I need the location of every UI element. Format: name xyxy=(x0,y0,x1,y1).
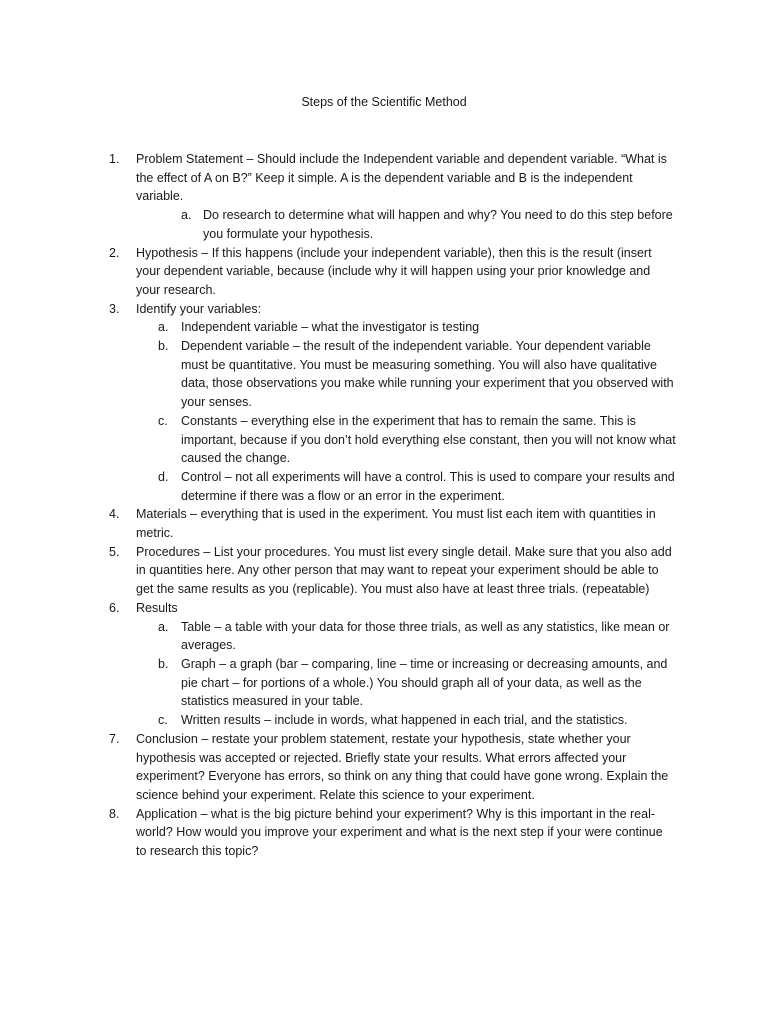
item-text: Problem Statement – Should include the Independent variable and dependent variable. “What is the effect of A on B?” Keep it simple. A is the dependent variable and B is the independent variable. xyxy=(136,152,667,204)
sub-item-letter: d. xyxy=(158,469,169,484)
item-number: 5. xyxy=(109,544,120,559)
sub-item-text: Graph – a graph (bar – comparing, line – time or increasing or decreasing amounts, and pie chart – for portions of a whole.) You should graph all of your data, as well as the statistics measured in your table. xyxy=(181,656,668,709)
item-number: 3. xyxy=(109,301,120,316)
sub-item xyxy=(181,206,676,243)
item-text: Conclusion – restate your problem statement, restate your hypothesis, state whether your hypothesis was accepted or rejected. Briefly state your results. What errors affected your experiment? Everyone has errors, so think on any thing that could have gone wrong. Explain the science behind your experiment. Relate this science to your experiment. xyxy=(136,731,669,802)
item-text: Procedures – List your procedures. You must list every single detail. Make sure that you also add in quantities here. Any other person that may want to repeat your experiment should be able to get the same results as you (replicable). You must also have at least three trials. (repeatable) xyxy=(136,544,672,597)
sub-item-letter: a. xyxy=(181,208,192,223)
sub-item-text: Dependent variable – the result of the independent variable. Your dependent variable must be quantitative. You must be measuring something. You will also have qualitative data, those observations you make while running your experiment that you observed with your senses. xyxy=(181,339,674,410)
item-text: Materials – everything that is used in the experiment. You must list each item with quantities in metric. xyxy=(136,507,656,541)
item-text: Hypothesis – If this happens (include your independent variable), then this is the result (insert your dependent variable, because (include why it will happen using your prior knowledge and your research. xyxy=(136,245,652,297)
sub-item xyxy=(158,337,676,412)
item-number: 1. xyxy=(109,152,120,166)
sub-item xyxy=(158,618,676,655)
sub-item xyxy=(158,468,676,505)
list-item xyxy=(109,505,676,542)
list-item xyxy=(109,244,676,300)
sub-item-letter: a. xyxy=(158,320,169,335)
document-title: Steps of the Scientific Method xyxy=(301,95,467,109)
item-number: 8. xyxy=(109,806,120,821)
item-number: 6. xyxy=(109,600,120,615)
sub-item-letter: b. xyxy=(158,656,169,671)
sub-item-letter: c. xyxy=(158,413,168,428)
item-text: Results xyxy=(136,600,178,615)
sub-item-text: Do research to determine what will happen and why? You need to do this step before you formulate your hypothesis. xyxy=(203,208,673,241)
sub-item-letter: b. xyxy=(158,339,169,354)
item-number: 7. xyxy=(109,731,120,746)
item-number: 2. xyxy=(109,245,120,260)
sub-item-text: Table – a table with your data for those three trials, as well as any statistics, like mean or averages. xyxy=(181,619,670,653)
sub-item-text: Control – not all experiments will have a control. This is used to compare your results and determine if there was a flow or an error in the experiment. xyxy=(181,469,675,503)
sub-item xyxy=(158,412,676,468)
list-item xyxy=(109,150,676,206)
sub-item-text: Written results – include in words, what happened in each trial, and the statistics. xyxy=(181,713,628,728)
sub-item xyxy=(158,318,676,337)
sub-item-letter: c. xyxy=(158,713,168,728)
sub-item-letter: a. xyxy=(158,619,169,634)
list-item xyxy=(109,599,676,618)
item-text: Application – what is the big picture behind your experiment? Why is this important in the real-world? How would you improve your experiment and what is the next step if your were continue to research this topic? xyxy=(136,806,663,859)
sub-item-text: Constants – everything else in the experiment that has to remain the same. This is important, because if you don’t hold everything else constant, then you will not know what caused the change. xyxy=(181,413,676,466)
sub-item xyxy=(158,655,676,711)
list-item xyxy=(109,730,676,805)
list-item xyxy=(109,300,676,319)
list-item xyxy=(109,805,676,861)
item-number: 4. xyxy=(109,507,120,522)
steps-list xyxy=(109,150,676,861)
sub-item xyxy=(158,711,676,730)
sub-item-text: Independent variable – what the investigator is testing xyxy=(181,320,480,335)
list-item xyxy=(109,543,676,599)
item-text: Identify your variables: xyxy=(136,301,262,316)
